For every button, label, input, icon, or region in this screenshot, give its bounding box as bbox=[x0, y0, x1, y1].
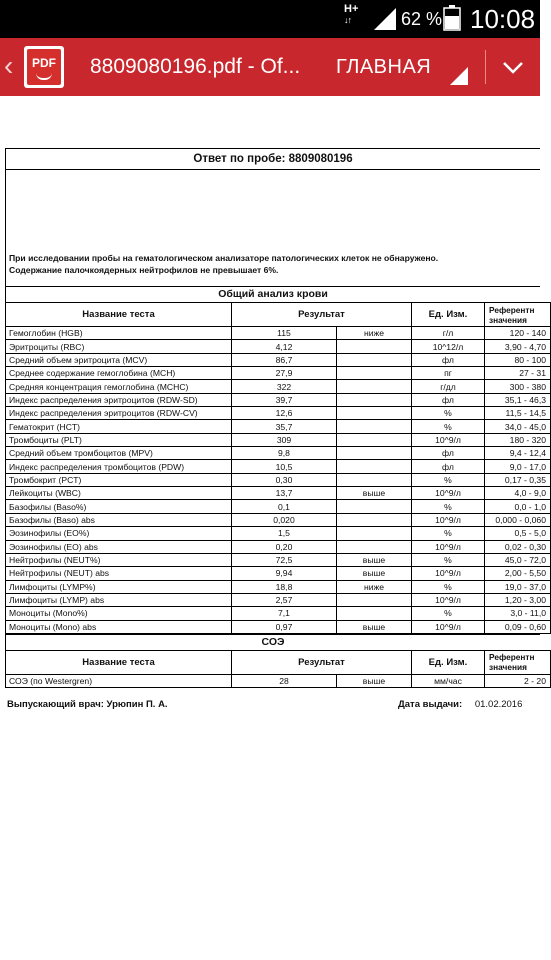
table-row bbox=[6, 327, 551, 340]
flag-cell bbox=[337, 367, 412, 380]
unit-cell: фл bbox=[412, 460, 485, 473]
doctor-label: Выпускающий врач: bbox=[7, 699, 104, 710]
result-cell: 9,8 bbox=[232, 447, 337, 460]
test-name-cell: СОЭ (по Westergren) bbox=[6, 674, 232, 687]
report-blank-area bbox=[5, 170, 540, 250]
cbc-table-body bbox=[6, 327, 551, 634]
flag-cell: ниже bbox=[337, 580, 412, 593]
flag-cell bbox=[337, 407, 412, 420]
flag-cell: ниже bbox=[337, 327, 412, 340]
result-cell: 18,8 bbox=[232, 580, 337, 593]
toolbar-divider bbox=[485, 50, 486, 84]
unit-cell: 10^9/л bbox=[412, 513, 485, 526]
cbc-table-header bbox=[6, 303, 551, 327]
issuing-doctor bbox=[7, 699, 168, 710]
test-name-cell: Моноциты (Mono%) bbox=[6, 607, 232, 620]
test-name-cell: Нейтрофилы (NEUT%) bbox=[6, 553, 232, 566]
esr-section-title: СОЭ bbox=[5, 634, 540, 650]
unit-cell: 10^9/л bbox=[412, 593, 485, 606]
test-name-cell: Индекс распределения эритроцитов (RDW-CV) bbox=[6, 407, 232, 420]
result-cell: 7,1 bbox=[232, 607, 337, 620]
unit-cell: фл bbox=[412, 447, 485, 460]
header-test-name: Название теста bbox=[6, 303, 232, 327]
table-row bbox=[6, 340, 551, 353]
header-unit: Ед. Изм. bbox=[412, 303, 485, 327]
test-name-cell: Тромбоциты (PLT) bbox=[6, 433, 232, 446]
test-name-cell: Средний объем эритроцита (MCV) bbox=[6, 353, 232, 366]
flag-cell bbox=[337, 540, 412, 553]
table-row bbox=[6, 393, 551, 406]
test-name-cell: Базофилы (Baso%) bbox=[6, 500, 232, 513]
flag-cell bbox=[337, 607, 412, 620]
header-reference-line-1: Референтн bbox=[489, 652, 535, 663]
test-name-cell: Индекс распределения тромбоцитов (PDW) bbox=[6, 460, 232, 473]
test-name-cell: Лимфоциты (LYMP%) bbox=[6, 580, 232, 593]
flag-cell bbox=[337, 500, 412, 513]
result-cell: 0,97 bbox=[232, 620, 337, 633]
table-row bbox=[6, 540, 551, 553]
reference-range-cell: 0,09 - 0,60 bbox=[485, 620, 551, 633]
result-cell: 2,57 bbox=[232, 593, 337, 606]
table-row bbox=[6, 487, 551, 500]
flag-cell bbox=[337, 353, 412, 366]
network-type-indicator bbox=[344, 4, 358, 26]
flag-cell bbox=[337, 340, 412, 353]
pdf-logo-badge bbox=[27, 49, 61, 85]
esr-table bbox=[5, 650, 551, 688]
header-reference bbox=[485, 650, 551, 674]
chevron-left-icon[interactable]: ‹ bbox=[4, 50, 14, 81]
test-name-cell: Средний объем тромбоцитов (MPV) bbox=[6, 447, 232, 460]
test-name-cell: Гематокрит (HCT) bbox=[6, 420, 232, 433]
test-name-cell: Нейтрофилы (NEUT) abs bbox=[6, 567, 232, 580]
cbc-section-title: Общий анализ крови bbox=[5, 286, 540, 302]
table-row bbox=[6, 433, 551, 446]
flag-cell bbox=[337, 527, 412, 540]
battery-percent: 62 % bbox=[401, 9, 443, 29]
flag-cell: выше bbox=[337, 674, 412, 687]
reference-range-cell: 35,1 - 46,3 bbox=[485, 393, 551, 406]
unit-cell: 10^9/л bbox=[412, 567, 485, 580]
network-type-label: H+ bbox=[344, 3, 359, 15]
pdf-logo-text: PDF bbox=[32, 56, 56, 70]
test-name-cell: Средняя концентрация гемоглобина (MCHC) bbox=[6, 380, 232, 393]
reference-range-cell: 300 - 380 bbox=[485, 380, 551, 393]
unit-cell: 10^9/л bbox=[412, 540, 485, 553]
reference-range-cell: 0,5 - 5,0 bbox=[485, 527, 551, 540]
unit-cell: % bbox=[412, 407, 485, 420]
result-cell: 35,7 bbox=[232, 420, 337, 433]
result-cell: 0,20 bbox=[232, 540, 337, 553]
reference-range-cell: 3,90 - 4,70 bbox=[485, 340, 551, 353]
table-row bbox=[6, 513, 551, 526]
unit-cell: % bbox=[412, 500, 485, 513]
reference-range-cell: 2 - 20 bbox=[485, 674, 551, 687]
result-cell: 27,9 bbox=[232, 367, 337, 380]
header-result: Результат bbox=[232, 650, 412, 674]
reference-range-cell: 9,0 - 17,0 bbox=[485, 460, 551, 473]
reference-range-cell: 4,0 - 9,0 bbox=[485, 487, 551, 500]
table-row bbox=[6, 674, 551, 687]
reference-range-cell: 0,0 - 1,0 bbox=[485, 500, 551, 513]
table-row bbox=[6, 407, 551, 420]
result-cell: 9,94 bbox=[232, 567, 337, 580]
test-name-cell: Тромбокрит (PCT) bbox=[6, 473, 232, 486]
header-reference-line-2: значения bbox=[489, 314, 527, 325]
unit-cell: фл bbox=[412, 393, 485, 406]
clock: 10:08 bbox=[470, 4, 536, 34]
report-title: Ответ по пробе: 8809080196 bbox=[5, 148, 540, 170]
table-row bbox=[6, 353, 551, 366]
reference-range-cell: 3,0 - 11,0 bbox=[485, 607, 551, 620]
result-cell: 12,6 bbox=[232, 407, 337, 420]
unit-cell: 10^9/л bbox=[412, 433, 485, 446]
header-reference-line-2: значения bbox=[489, 662, 527, 673]
header-result: Результат bbox=[232, 303, 412, 327]
battery-icon bbox=[443, 5, 461, 31]
header-test-name: Название теста bbox=[6, 650, 232, 674]
table-row bbox=[6, 567, 551, 580]
reference-range-cell: 0,02 - 0,30 bbox=[485, 540, 551, 553]
flag-cell bbox=[337, 380, 412, 393]
report-document bbox=[5, 148, 546, 688]
unit-cell: 10^9/л bbox=[412, 620, 485, 633]
document-title[interactable]: 8809080196.pdf - Of... bbox=[90, 55, 301, 78]
unit-cell: % bbox=[412, 607, 485, 620]
result-cell: 0,020 bbox=[232, 513, 337, 526]
chevron-down-icon[interactable] bbox=[500, 54, 526, 80]
result-cell: 1,5 bbox=[232, 527, 337, 540]
result-cell: 322 bbox=[232, 380, 337, 393]
result-cell: 72,5 bbox=[232, 553, 337, 566]
result-cell: 10,5 bbox=[232, 460, 337, 473]
unit-cell: пг bbox=[412, 367, 485, 380]
reference-range-cell: 27 - 31 bbox=[485, 367, 551, 380]
table-row bbox=[6, 473, 551, 486]
esr-table-header bbox=[6, 650, 551, 674]
reference-range-cell: 120 - 140 bbox=[485, 327, 551, 340]
flag-cell bbox=[337, 460, 412, 473]
test-name-cell: Среднее содержание гемоглобина (MCH) bbox=[6, 367, 232, 380]
table-row bbox=[6, 527, 551, 540]
result-cell: 39,7 bbox=[232, 393, 337, 406]
flag-cell bbox=[337, 513, 412, 526]
flag-cell: выше bbox=[337, 567, 412, 580]
tab-main[interactable]: ГЛАВНАЯ bbox=[336, 56, 432, 78]
table-row bbox=[6, 380, 551, 393]
flag-cell: выше bbox=[337, 553, 412, 566]
table-row bbox=[6, 420, 551, 433]
note-line-1: При исследовании пробы на гематологическом анализаторе патологических клеток не обнаружено. bbox=[9, 253, 439, 263]
unit-cell: % bbox=[412, 553, 485, 566]
result-cell: 86,7 bbox=[232, 353, 337, 366]
unit-cell: % bbox=[412, 580, 485, 593]
unit-cell: 10^12/л bbox=[412, 340, 485, 353]
flag-cell: выше bbox=[337, 487, 412, 500]
header-unit: Ед. Изм. bbox=[412, 650, 485, 674]
flag-cell bbox=[337, 433, 412, 446]
flag-cell bbox=[337, 473, 412, 486]
app-toolbar bbox=[0, 38, 540, 96]
header-reference bbox=[485, 303, 551, 327]
result-cell: 13,7 bbox=[232, 487, 337, 500]
unit-cell: % bbox=[412, 420, 485, 433]
table-row bbox=[6, 593, 551, 606]
test-name-cell: Индекс распределения эритроцитов (RDW-SD) bbox=[6, 393, 232, 406]
unit-cell: % bbox=[412, 527, 485, 540]
reference-range-cell: 0,000 - 0,060 bbox=[485, 513, 551, 526]
table-row bbox=[6, 607, 551, 620]
table-row bbox=[6, 447, 551, 460]
report-notes bbox=[5, 250, 540, 286]
flag-cell bbox=[337, 447, 412, 460]
table-row bbox=[6, 580, 551, 593]
reference-range-cell: 1,20 - 3,00 bbox=[485, 593, 551, 606]
test-name-cell: Лимфоциты (LYMP) abs bbox=[6, 593, 232, 606]
flag-cell bbox=[337, 593, 412, 606]
pdf-logo-swoosh bbox=[36, 73, 52, 80]
reference-range-cell: 2,00 - 5,50 bbox=[485, 567, 551, 580]
unit-cell: фл bbox=[412, 353, 485, 366]
cbc-table bbox=[5, 302, 551, 634]
test-name-cell: Эозинофилы (EO%) bbox=[6, 527, 232, 540]
reference-range-cell: 9,4 - 12,4 bbox=[485, 447, 551, 460]
note-line-2: Содержание палочкоядерных нейтрофилов не превышает 6%. bbox=[9, 265, 279, 275]
table-row bbox=[6, 500, 551, 513]
result-cell: 0,1 bbox=[232, 500, 337, 513]
result-cell: 115 bbox=[232, 327, 337, 340]
flag-cell bbox=[337, 420, 412, 433]
table-row bbox=[6, 553, 551, 566]
pdf-app-logo[interactable] bbox=[24, 46, 64, 88]
test-name-cell: Гемоглобин (HGB) bbox=[6, 327, 232, 340]
reference-range-cell: 0,17 - 0,35 bbox=[485, 473, 551, 486]
unit-cell: % bbox=[412, 473, 485, 486]
test-name-cell: Эозинофилы (EO) abs bbox=[6, 540, 232, 553]
test-name-cell: Эритроциты (RBC) bbox=[6, 340, 232, 353]
unit-cell: г/дл bbox=[412, 380, 485, 393]
result-cell: 309 bbox=[232, 433, 337, 446]
unit-cell: 10^9/л bbox=[412, 487, 485, 500]
reference-range-cell: 11,5 - 14,5 bbox=[485, 407, 551, 420]
signal-strength-icon bbox=[372, 6, 398, 32]
reference-range-cell: 45,0 - 72,0 bbox=[485, 553, 551, 566]
reference-range-cell: 80 - 100 bbox=[485, 353, 551, 366]
issue-date-label: Дата выдачи: bbox=[398, 699, 463, 710]
unit-cell: г/л bbox=[412, 327, 485, 340]
flag-cell: выше bbox=[337, 620, 412, 633]
reference-range-cell: 180 - 320 bbox=[485, 433, 551, 446]
reference-range-cell: 19,0 - 37,0 bbox=[485, 580, 551, 593]
issue-date bbox=[398, 699, 522, 710]
reference-range-cell: 34,0 - 45,0 bbox=[485, 420, 551, 433]
flag-cell bbox=[337, 393, 412, 406]
esr-table-body bbox=[6, 674, 551, 687]
table-row bbox=[6, 460, 551, 473]
test-name-cell: Лейкоциты (WBC) bbox=[6, 487, 232, 500]
doctor-name: Урюпин П. А. bbox=[106, 699, 168, 710]
issue-date-value: 01.02.2016 bbox=[474, 699, 523, 710]
result-cell: 28 bbox=[232, 674, 337, 687]
table-row bbox=[6, 620, 551, 633]
test-name-cell: Базофилы (Baso) abs bbox=[6, 513, 232, 526]
result-cell: 4,12 bbox=[232, 340, 337, 353]
tab-corner-indicator bbox=[450, 67, 468, 85]
test-name-cell: Моноциты (Mono) abs bbox=[6, 620, 232, 633]
data-activity-icon: ↓↑ bbox=[344, 15, 351, 25]
unit-cell: мм/час bbox=[412, 674, 485, 687]
status-bar bbox=[0, 0, 540, 38]
result-cell: 0,30 bbox=[232, 473, 337, 486]
header-reference-line-1: Референтн bbox=[489, 304, 535, 315]
table-row bbox=[6, 367, 551, 380]
